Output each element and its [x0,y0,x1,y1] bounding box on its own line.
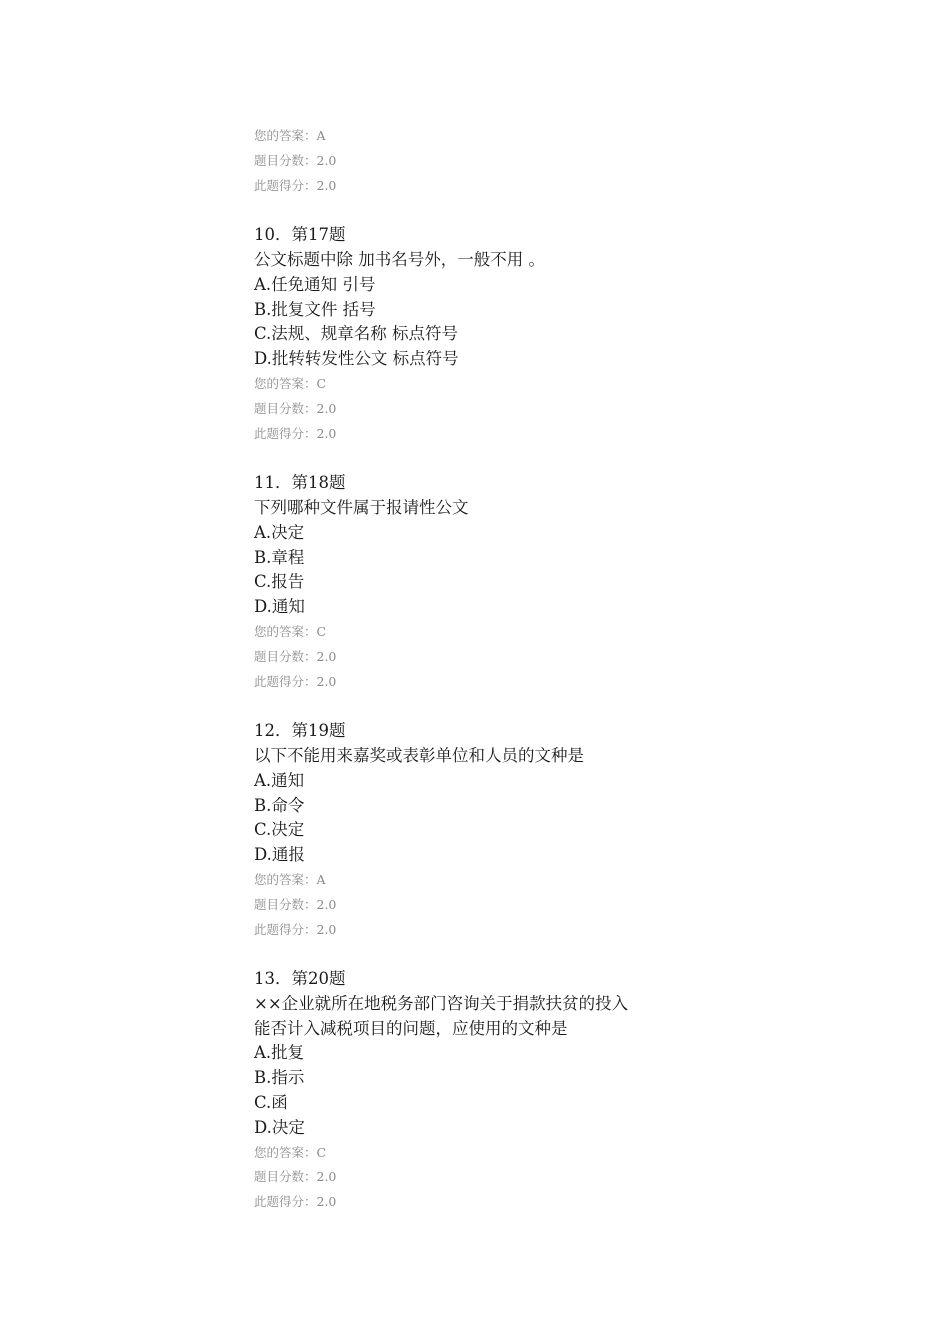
your-answer: 您的答案：C [254,375,327,391]
question-text: 下列哪种文件属于报请性公文 [254,497,469,517]
question-text: 以下不能用来嘉奖或表彰单位和人员的文种是 [254,745,584,765]
question-score: 题目分数：2.0 [254,400,337,416]
option-d: D.决定 [254,1117,305,1137]
earned-score: 此题得分：2.0 [254,425,337,441]
your-answer: 您的答案：C [254,623,327,639]
option-a: A.通知 [254,770,305,790]
question-score: 题目分数：2.0 [254,648,337,664]
your-answer: 您的答案：C [254,1144,327,1160]
option-d: D.通报 [254,845,305,865]
your-answer: 您的答案：A [254,128,326,143]
option-d: D.通知 [254,597,305,617]
option-b: B.章程 [254,547,305,567]
earned-score: 此题得分：2.0 [254,1194,337,1210]
question-title: 13．第20题 [254,969,346,989]
option-b: B.指示 [254,1068,305,1088]
document-page [254,124,814,1215]
question-score: 题目分数：2.0 [254,152,337,168]
question-block [254,471,814,694]
question-score: 题目分数：2.0 [254,896,337,912]
question-block [254,967,814,1215]
option-c: C.函 [254,1093,288,1113]
option-c: C.报告 [254,572,305,592]
option-b: B.批复文件 括号 [254,299,376,319]
option-a: A.决定 [254,522,305,542]
option-a: A.批复 [254,1043,305,1063]
earned-score: 此题得分：2.0 [254,673,337,689]
option-b: B.命令 [254,795,305,815]
option-a: A.任免通知 引号 [254,274,376,294]
option-d: D.批转转发性公文 标点符号 [254,349,459,369]
question-title: 12．第19题 [254,721,346,741]
question-block [254,223,814,446]
question-title: 11．第18题 [254,473,346,493]
question-text-line-1: ××企业就所在地税务部门咨询关于捐款扶贫的投入 [254,993,629,1013]
option-c: C.决定 [254,820,305,840]
question-score: 题目分数：2.0 [254,1169,337,1185]
earned-score: 此题得分：2.0 [254,177,337,193]
question-block [254,719,814,942]
earned-score: 此题得分：2.0 [254,921,337,937]
option-c: C.法规、规章名称 标点符号 [254,324,459,344]
question-text: 公文标题中除 加书名号外，一般不用 。 [254,249,545,269]
question-title: 10．第17题 [254,225,346,245]
question-text-line-2: 能否计入减税项目的问题，应使用的文种是 [254,1018,568,1038]
previous-question-result [254,124,814,198]
your-answer: 您的答案：A [254,871,326,887]
